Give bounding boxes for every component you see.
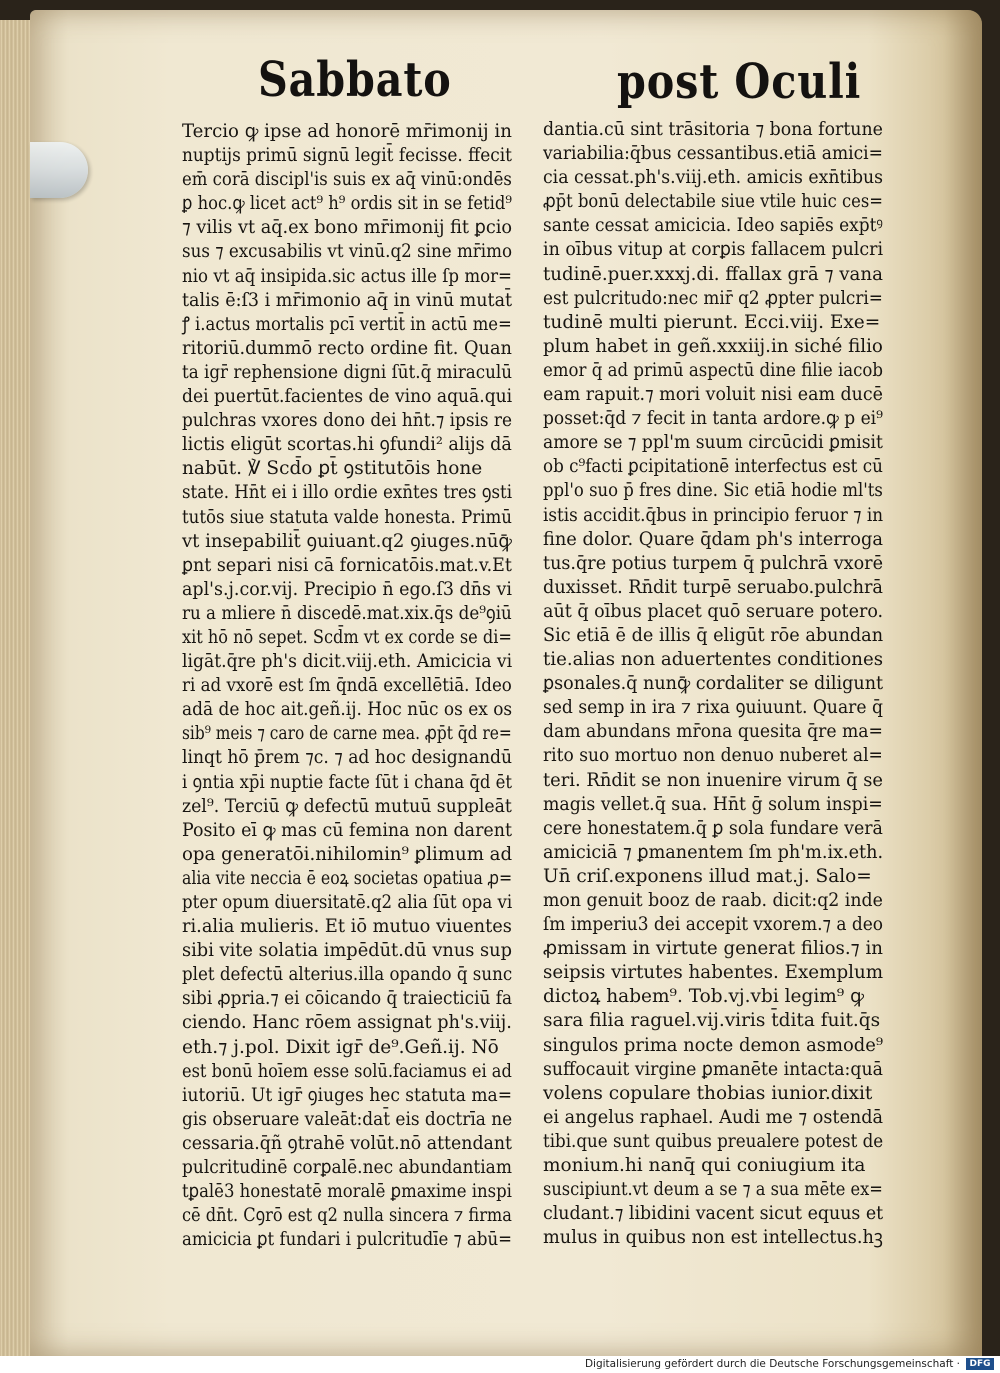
text-line: ligāt.q̄re ph's dicit.viij.eth. Amicicia vi <box>182 651 513 673</box>
text-line: zel⁹. Terciū ꝙ defectū mutuū suppleāt <box>182 795 512 817</box>
text-line: teri. Rn̄dit se non inuenire virum q̄ se <box>543 769 883 791</box>
text-line: ru a mliere n̄ discedē.mat.xix.q̄s de⁹ꝯiū <box>182 602 512 624</box>
text-line: nuptijs primū signū legit̄ fecisse. ffecit <box>182 145 512 167</box>
running-head-right: post Oculi <box>617 54 862 110</box>
text-line: duxisset. Rn̄dit turpē seruabo.pulchrā <box>543 576 883 598</box>
text-line: tie.alias non aduertentes conditiones <box>543 649 884 671</box>
text-line: tus.q̄re potius turpem q̄ pulchrā vxorē <box>543 552 883 574</box>
text-line: fine dolor. Quare q̄dam ph's interroga <box>543 528 883 550</box>
text-line: iutoriū. Ut igr̄ ꝯiuges hec statuta ma= <box>182 1084 513 1106</box>
text-line: pter opum diuersitatē.q2 alia ſūt opa vi <box>182 892 513 913</box>
footer-credit: Digitalisierung gefördert durch die Deutsche Forschungsgemeinschaft · <box>584 1358 960 1370</box>
text-line: Posito eī ꝙ mas cū femina non darent <box>182 819 512 841</box>
text-line: adā de hoc ait.geñ.ij. Hoc nūc os ex os <box>182 699 513 721</box>
text-line: sus ⁊ excusabilis vt vinū.q2 sine mr̄imo <box>182 241 513 263</box>
text-line: ri ad vxorē est ſm q̄ndā excellētiā. Ideo <box>182 675 512 697</box>
text-line: dei puertūt.facientes de vino aquā.qui <box>182 386 513 408</box>
text-line: cere honestatem.q̄ ꝑ sola fundare verā <box>543 817 883 839</box>
text-line: amiciciā ⁊ ꝑmanentem ſm ph'm.ix.eth. <box>543 841 884 863</box>
text-line: suffocauit virgine ꝑmanēte intacta:quā <box>543 1058 883 1080</box>
text-line: ei angelus raphael. Audi me ⁊ ostendā <box>543 1106 883 1128</box>
text-line: tudinē.puer.xxxj.di. ffallax grā ⁊ vana <box>543 263 883 285</box>
text-line: seipsis virtutes habentes. Exemplum <box>543 962 884 984</box>
text-line: cē dn̄t. Cꝯrō est q2 nulla sincera ⁊ firma <box>182 1205 512 1227</box>
text-line: ꝭ i.actus mortalis pcī vertit̄ in actū me= <box>182 313 512 335</box>
text-line: magis vellet.q̄ sua. Hn̄t ḡ solum inspi= <box>543 793 883 815</box>
text-line: vt insepabilit̄ ꝯuiuant.q2 ꝯiuges.nūꝙ̄ <box>182 530 512 552</box>
text-line: suscipiunt.vt deum a se ⁊ a sua mēte ex= <box>543 1179 883 1201</box>
text-line: em̄ corā discipl'is suis ex aq̄ vinū:ondēs <box>182 169 512 191</box>
text-line: dantia.cū sint trāsitoria ⁊ bona fortune <box>543 119 883 140</box>
text-line: ppl'o suo p̄ fres dine. Sic etiā hodie ml'ts <box>543 480 883 502</box>
text-line: ta igr̄ rephensione digni ſūt.q̄ miraculū <box>182 361 513 383</box>
text-line: rito suo mortuo non denuo nuberet al= <box>543 745 883 767</box>
text-column-left <box>182 120 512 1252</box>
text-line: variabilia:q̄bus cessantibus.etiā amici= <box>543 143 883 165</box>
text-line: state. Hn̄t ei i illo ordie exn̄tes tres ꝯsti <box>182 482 513 504</box>
text-line: sibi vite solatia impēdūt.dū vnus sup <box>182 940 512 962</box>
text-line: sed semp in ira ⁊ rixa ꝯuiuunt. Quare q̄ <box>543 697 883 719</box>
text-line: xit hō nō sepet. Scd̄m vt ex corde se di= <box>182 626 512 648</box>
text-line: est pulcritudo:nec mir̄ q2 ꝓpter pulcri= <box>543 287 883 309</box>
text-line: pulchras vxores dono dei hn̄t.⁊ ipsis re <box>182 410 513 432</box>
text-line: dam abundans mr̄ona quesita q̄re ma= <box>543 721 883 743</box>
text-line: tudinē multi pierunt. Ecci.viij. Exe= <box>543 311 881 333</box>
text-line: nio vt aq̄ insipida.sic actus ille ſp mor= <box>182 265 513 287</box>
text-line: ri.alia mulieris. Et iō mutuo viuentes <box>182 916 512 938</box>
text-line: eth.⁊ j.pol. Dixit igr̄ de⁹.Geñ.ij. Nō <box>182 1036 499 1058</box>
text-line: nabūt. ℣ Scd̄o ꝑt̄ ꝯstitutōis hone <box>182 458 483 480</box>
text-line: sante cessat amicicia. Ideo sapiēs exp̄tꝰ <box>543 215 883 237</box>
text-line: plet defectū alterius.illa opando q̄ sunc <box>182 964 513 986</box>
text-line: i ꝯntia xp̄i nuptie facte ſūt i chana q̄d ēt <box>182 771 513 793</box>
text-line: amicicia ꝑt fundari i pulcritudīe ⁊ abū= <box>182 1229 512 1251</box>
text-line: tꝑalē3 honestatē moralē ꝑmaxime inspi <box>182 1181 512 1203</box>
digitization-footer <box>0 1356 1000 1373</box>
text-line: Un̄ criſ.exponens illud mat.j. Salo= <box>543 865 872 887</box>
text-line: singulos prima nocte demon asmode⁹ <box>543 1034 884 1056</box>
text-line: ꝓp̄t bonū delectabile siue vtile huic ces= <box>543 191 883 213</box>
text-line: Tercio ꝙ ipse ad honorē mr̄imonij in <box>182 121 512 142</box>
text-line: plum habet in geñ.xxxiij.in siché filio <box>543 335 883 357</box>
text-line: cludant.⁊ libidini vacent sicut equus et <box>543 1203 884 1225</box>
text-line: gis obseruare valeāt:dat̄ eis doctrīa ne <box>182 1108 513 1130</box>
text-line: posset:q̄d ⁊ fecit in tanta ardore.ꝙ p ei⁹ <box>543 408 883 430</box>
text-line: tutōs siue statuta valde honesta. Primū <box>182 506 513 528</box>
text-line: cia cessat.ph's.viij.eth. amicis exn̄tibus <box>543 167 884 189</box>
text-line: in oībus vitup at corꝑis fallacem pulcri <box>543 239 884 261</box>
text-line: ob c⁹facti ꝑcipitationē interfectus est cū <box>543 456 883 478</box>
text-line: tibi.que sunt quibus preualere potest de <box>543 1130 884 1152</box>
text-line: linqt hō p̄rem ⁊c. ⁊ ad hoc designandū <box>182 747 513 769</box>
text-line: lictis eligūt scortas.hi ꝯfundi² alijs dā <box>182 434 512 456</box>
text-line: sara filia raguel.vij.viris t̄dita fuit.q̄s <box>543 1010 881 1032</box>
text-line: ⁊ vilis vt aq̄.ex bono mr̄imonij fit ꝑcio <box>182 217 513 239</box>
text-line: volens copulare thobias iunior.dixit <box>543 1082 873 1104</box>
text-line: monium.hi nanq̄ qui coniugium ita <box>543 1155 866 1177</box>
text-line: alia vite neccia ē eoꝝ societas opatiua ꝓ= <box>182 867 513 889</box>
dfg-logo: DFG <box>966 1358 994 1370</box>
text-line: ꝑsonales.q̄ nunꝙ̄ cordaliter se diligunt <box>543 673 884 695</box>
text-line: mulus in quibus non est intellectus.hꝫ <box>543 1227 883 1249</box>
text-line: ciendo. Hanc rōem assignat ph's.viij. <box>182 1012 512 1034</box>
page-holder-clip <box>30 142 88 198</box>
text-line: mon genuit booz de raab. dicit:q2 inde <box>543 890 883 911</box>
text-line: amore se ⁊ ppl'm suum circūcidi ꝑmisit <box>543 432 883 454</box>
text-line: ſm imperiu3 dei accepit vxorem.⁊ a deo <box>543 914 884 936</box>
text-line: ritoriū.dummō recto ordine fit. Quan <box>182 337 512 359</box>
text-line: est bonū hoīem esse solū.faciamus ei ad <box>182 1060 512 1082</box>
running-head-left: Sabbato <box>258 52 452 108</box>
text-line: aūt q̄ oībus placet quō seruare potero. <box>543 600 884 622</box>
text-column-right <box>543 118 883 1250</box>
text-line: Sic etiā ē de illis q̄ eligūt rōe abundan <box>543 624 884 646</box>
text-line: opa generatōi.nihilomin⁹ ꝑlimum ad <box>182 843 513 865</box>
text-line: ꝑnt separi nisi cā fornicatōis.mat.v.Et <box>182 554 512 576</box>
text-line: emor q̄ ad primū aspectū dine filie iacob <box>543 359 884 381</box>
text-line: eam rapuit.⁊ mori voluit nisi eam ducē <box>543 384 883 406</box>
text-line: sibi ꝓpria.⁊ ei cōicando q̄ traiecticiū fa <box>182 988 513 1010</box>
text-line: dictoꝝ habem⁹. Tob.vj.vbi legim⁹ ꝙ <box>543 986 865 1008</box>
text-line: talis ē:ſ3 i mr̄imonio aq̄ in vinū mutat̄ <box>182 289 513 311</box>
text-line: apl's.j.cor.vij. Precipio n̄ ego.ſ3 dn̄s vi <box>182 578 512 600</box>
text-line: ꝑ hoc.ꝙ licet act⁹ h⁹ ordis sit in se fetid⁹ <box>182 193 512 215</box>
text-line: istis accidit.q̄bus in principio feruor ⁊ in <box>543 504 884 526</box>
text-line: ꝓmissam in virtute generat filios.⁊ in <box>543 938 883 960</box>
text-line: cessaria.q̄ñ ꝯtrahē volūt.nō attendant <box>182 1132 513 1154</box>
text-line: sib⁹ meis ⁊ caro de carne mea. ꝓp̄t q̄d re= <box>182 723 512 745</box>
text-line: pulcritudinē corꝑalē.nec abundantiam <box>182 1157 512 1179</box>
